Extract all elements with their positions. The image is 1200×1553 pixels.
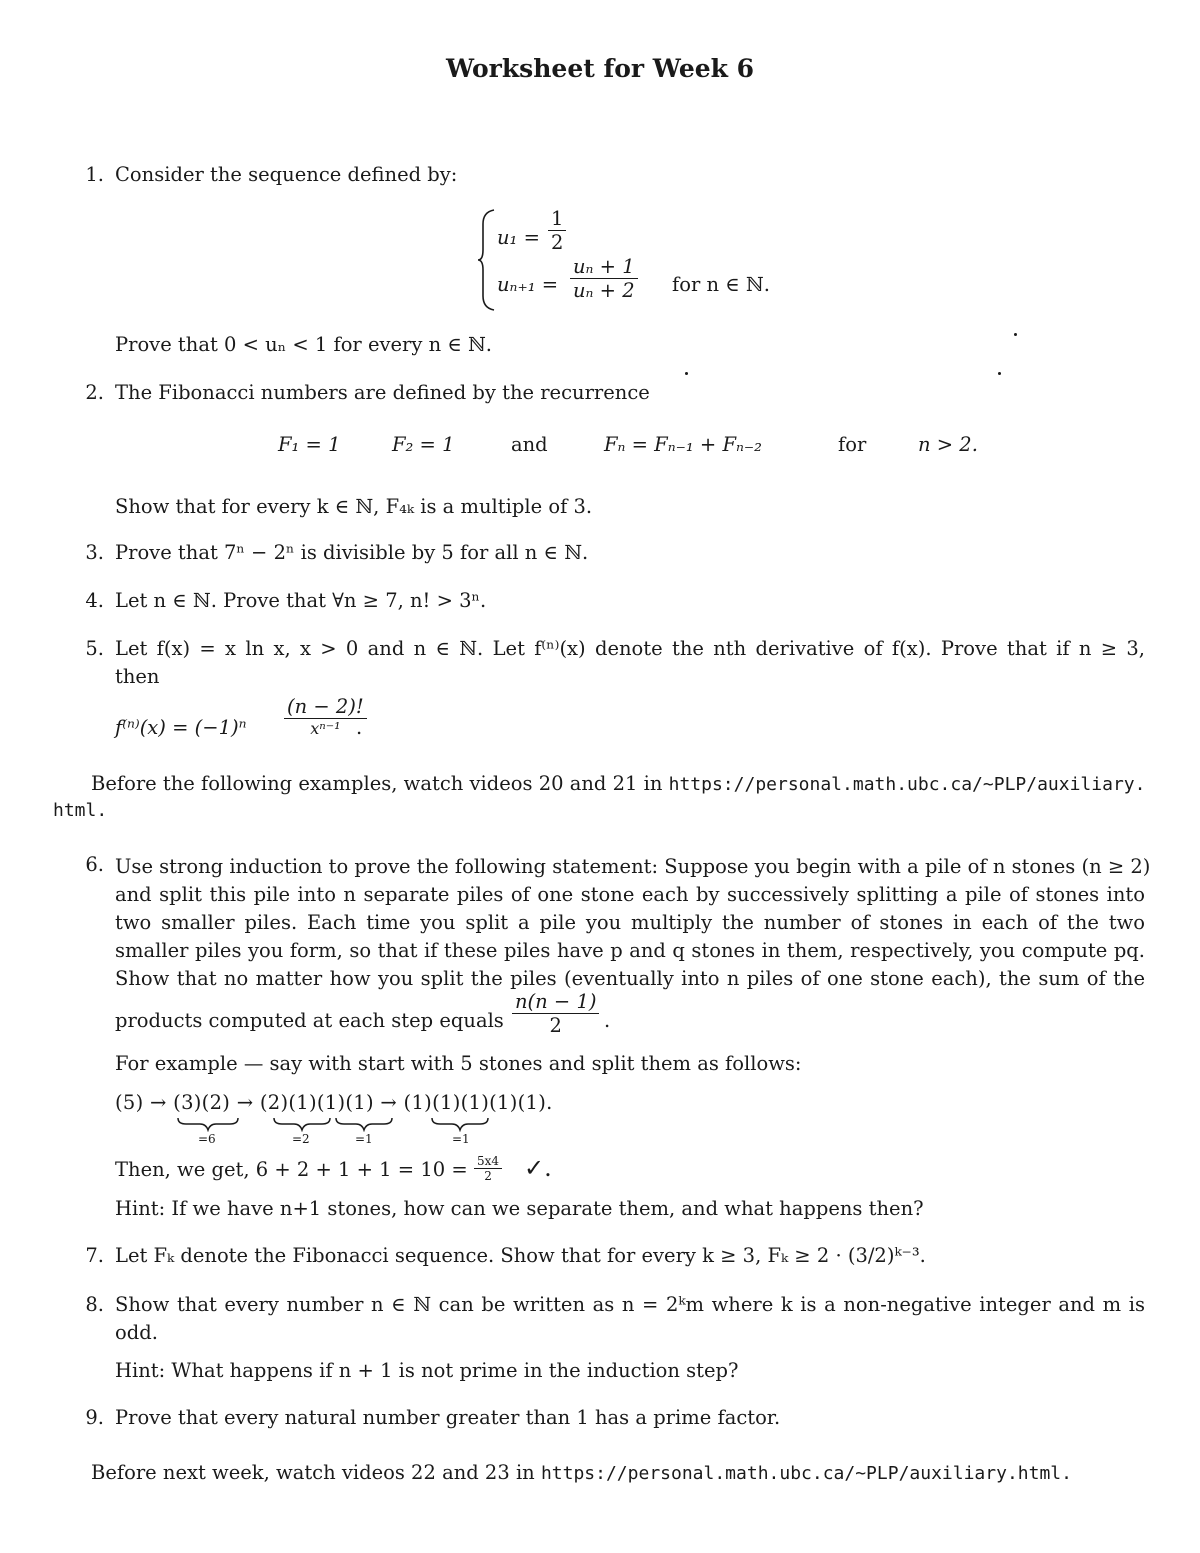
q8-number: 8. [85,1293,104,1316]
q2-show: Show that for every k ∈ ℕ, F₄ₖ is a multiple of 3. [115,495,593,518]
video-note-1-text: Before the following examples, watch videos 20 and 21 in [91,772,669,795]
q5-line1: Let f(x) = x ln x, x > 0 and n ∈ ℕ. Let f⁽ⁿ⁾(x) denote the nth derivative of f(x). Prove that if n ≥ 3, [115,637,1145,660]
q2-fn: Fₙ = Fₙ₋₁ + Fₙ₋₂ [604,433,762,456]
video-note-2-url[interactable]: https://personal.math.ubc.ca/~PLP/auxiliary.html. [540,1463,1072,1484]
video-note-2 [91,1461,1072,1484]
q6-line: Show that no matter how you split the piles (eventually into n piles of one stone each), the sum of the [115,967,1145,990]
q1-eq2-numerator: uₙ + 1 [570,255,638,279]
q5-lhs: f⁽ⁿ⁾(x) = (−1)ⁿ [115,716,247,739]
video-note-1-url[interactable]: https://personal.math.ubc.ca/~PLP/auxiliary. [668,774,1146,795]
q5-line2: then [115,665,160,688]
q6-line: two smaller piles. Each time you split a pile you multiply the number of stones in each of the two [115,911,1145,934]
q7-number: 7. [85,1244,104,1267]
q6-then-denominator: 2 [484,1169,492,1183]
q1-eq2-condition: for n ∈ ℕ. [672,273,770,296]
q1-number: 1. [85,163,104,186]
q6-paragraph [115,853,1151,993]
video-note-1-url-cont[interactable]: html. [53,800,108,821]
stray-dot [685,372,688,375]
q1-eq1-denominator: 2 [551,231,564,254]
q2-number: 2. [85,381,104,404]
q1-prove: Prove that 0 < uₙ < 1 for every n ∈ ℕ. [115,333,492,356]
q6-hint: Hint: If we have n+1 stones, how can we separate them, and what happens then? [115,1197,924,1220]
q7-text: Let Fₖ denote the Fibonacci sequence. Show that for every k ≥ 3, Fₖ ≥ 2 · (3/2)ᵏ⁻³. [115,1244,926,1267]
q2-for: for [838,433,867,456]
q8-line2: odd. [115,1321,158,1344]
q2-and: and [511,433,548,456]
page-title: Worksheet for Week 6 [445,54,755,83]
q6-frac-numerator: n(n − 1) [512,990,599,1014]
stray-dot [998,372,1001,375]
q6-chain: (5) → (3)(2) → (2)(1)(1)(1) → (1)(1)(1)(1)(1). [115,1091,553,1114]
q5-denominator: xⁿ⁻¹ [310,719,341,738]
video-note-2-text: Before next week, watch videos 22 and 23 in [91,1461,541,1484]
q9-text: Prove that every natural number greater than 1 has a prime factor. [115,1406,781,1429]
q4-number: 4. [85,589,104,612]
q6-line: Use strong induction to prove the following statement: Suppose you begin with a pile of n stones (n ≥ 2) [115,855,1151,878]
q6-brace-label: =6 [198,1132,216,1146]
q4-text: Let n ∈ ℕ. Prove that ∀n ≥ 7, n! > 3ⁿ. [115,589,487,612]
q1-intro: Consider the sequence defined by: [115,163,458,186]
q6-line: and split this pile into n separate piles of one stone each by successively splitting a pile of stones into [115,883,1145,906]
q2-intro: The Fibonacci numbers are defined by the recurrence [115,381,650,404]
q6-fraction [512,990,599,1037]
q5-numerator: (n − 2)! [284,695,367,719]
q1-left-brace [476,208,498,312]
q2-f1: F₁ = 1 [278,433,341,456]
q1-eq1-lhs: u₁ = [497,226,540,249]
q6-frac-denominator: 2 [549,1014,562,1037]
video-note-1 [91,772,1145,795]
q9-number: 9. [85,1406,104,1429]
q8-line1: Show that every number n ∈ ℕ can be written as n = 2ᵏm where k is a non-negative integer and m is [115,1293,1145,1316]
q1-eq2-lhs: uₙ₊₁ = [497,273,559,296]
checkmark-icon: ✓. [524,1154,552,1182]
q5-fraction [284,695,367,738]
q6-example: For example — say with start with 5 stones and split them as follows: [115,1052,802,1075]
q1-eq2-fraction [570,255,638,302]
q3-number: 3. [85,541,104,564]
q3-text: Prove that 7ⁿ − 2ⁿ is divisible by 5 for all n ∈ ℕ. [115,541,589,564]
q5-number: 5. [85,637,104,660]
q6-then: Then, we get, 6 + 2 + 1 + 1 = 10 = [115,1158,468,1181]
q6-then-fraction [474,1154,502,1183]
q6-brace-label: =2 [292,1132,310,1146]
q2-condition: n > 2. [918,433,978,456]
q6-line: smaller piles you form, so that if these piles have p and q stones in them, respectively, you compute pq. [115,939,1145,962]
q6-brace-label: =1 [355,1132,373,1146]
q6-brace-label: =1 [452,1132,470,1146]
q5-end: . [356,716,363,739]
q6-then-numerator: 5x4 [474,1154,502,1169]
q8-hint: Hint: What happens if n + 1 is not prime in the induction step? [115,1359,739,1382]
q1-eq1-fraction [548,207,566,254]
q6-period: . [604,1009,611,1032]
q1-eq2-denominator: uₙ + 2 [573,279,635,302]
stray-dot [1014,333,1017,336]
q2-f2: F₂ = 1 [392,433,455,456]
q6-number: 6. [85,853,104,876]
q6-products: products computed at each step equals [115,1009,504,1032]
q1-eq1-numerator: 1 [548,207,566,231]
q6-underbraces [176,1116,596,1132]
